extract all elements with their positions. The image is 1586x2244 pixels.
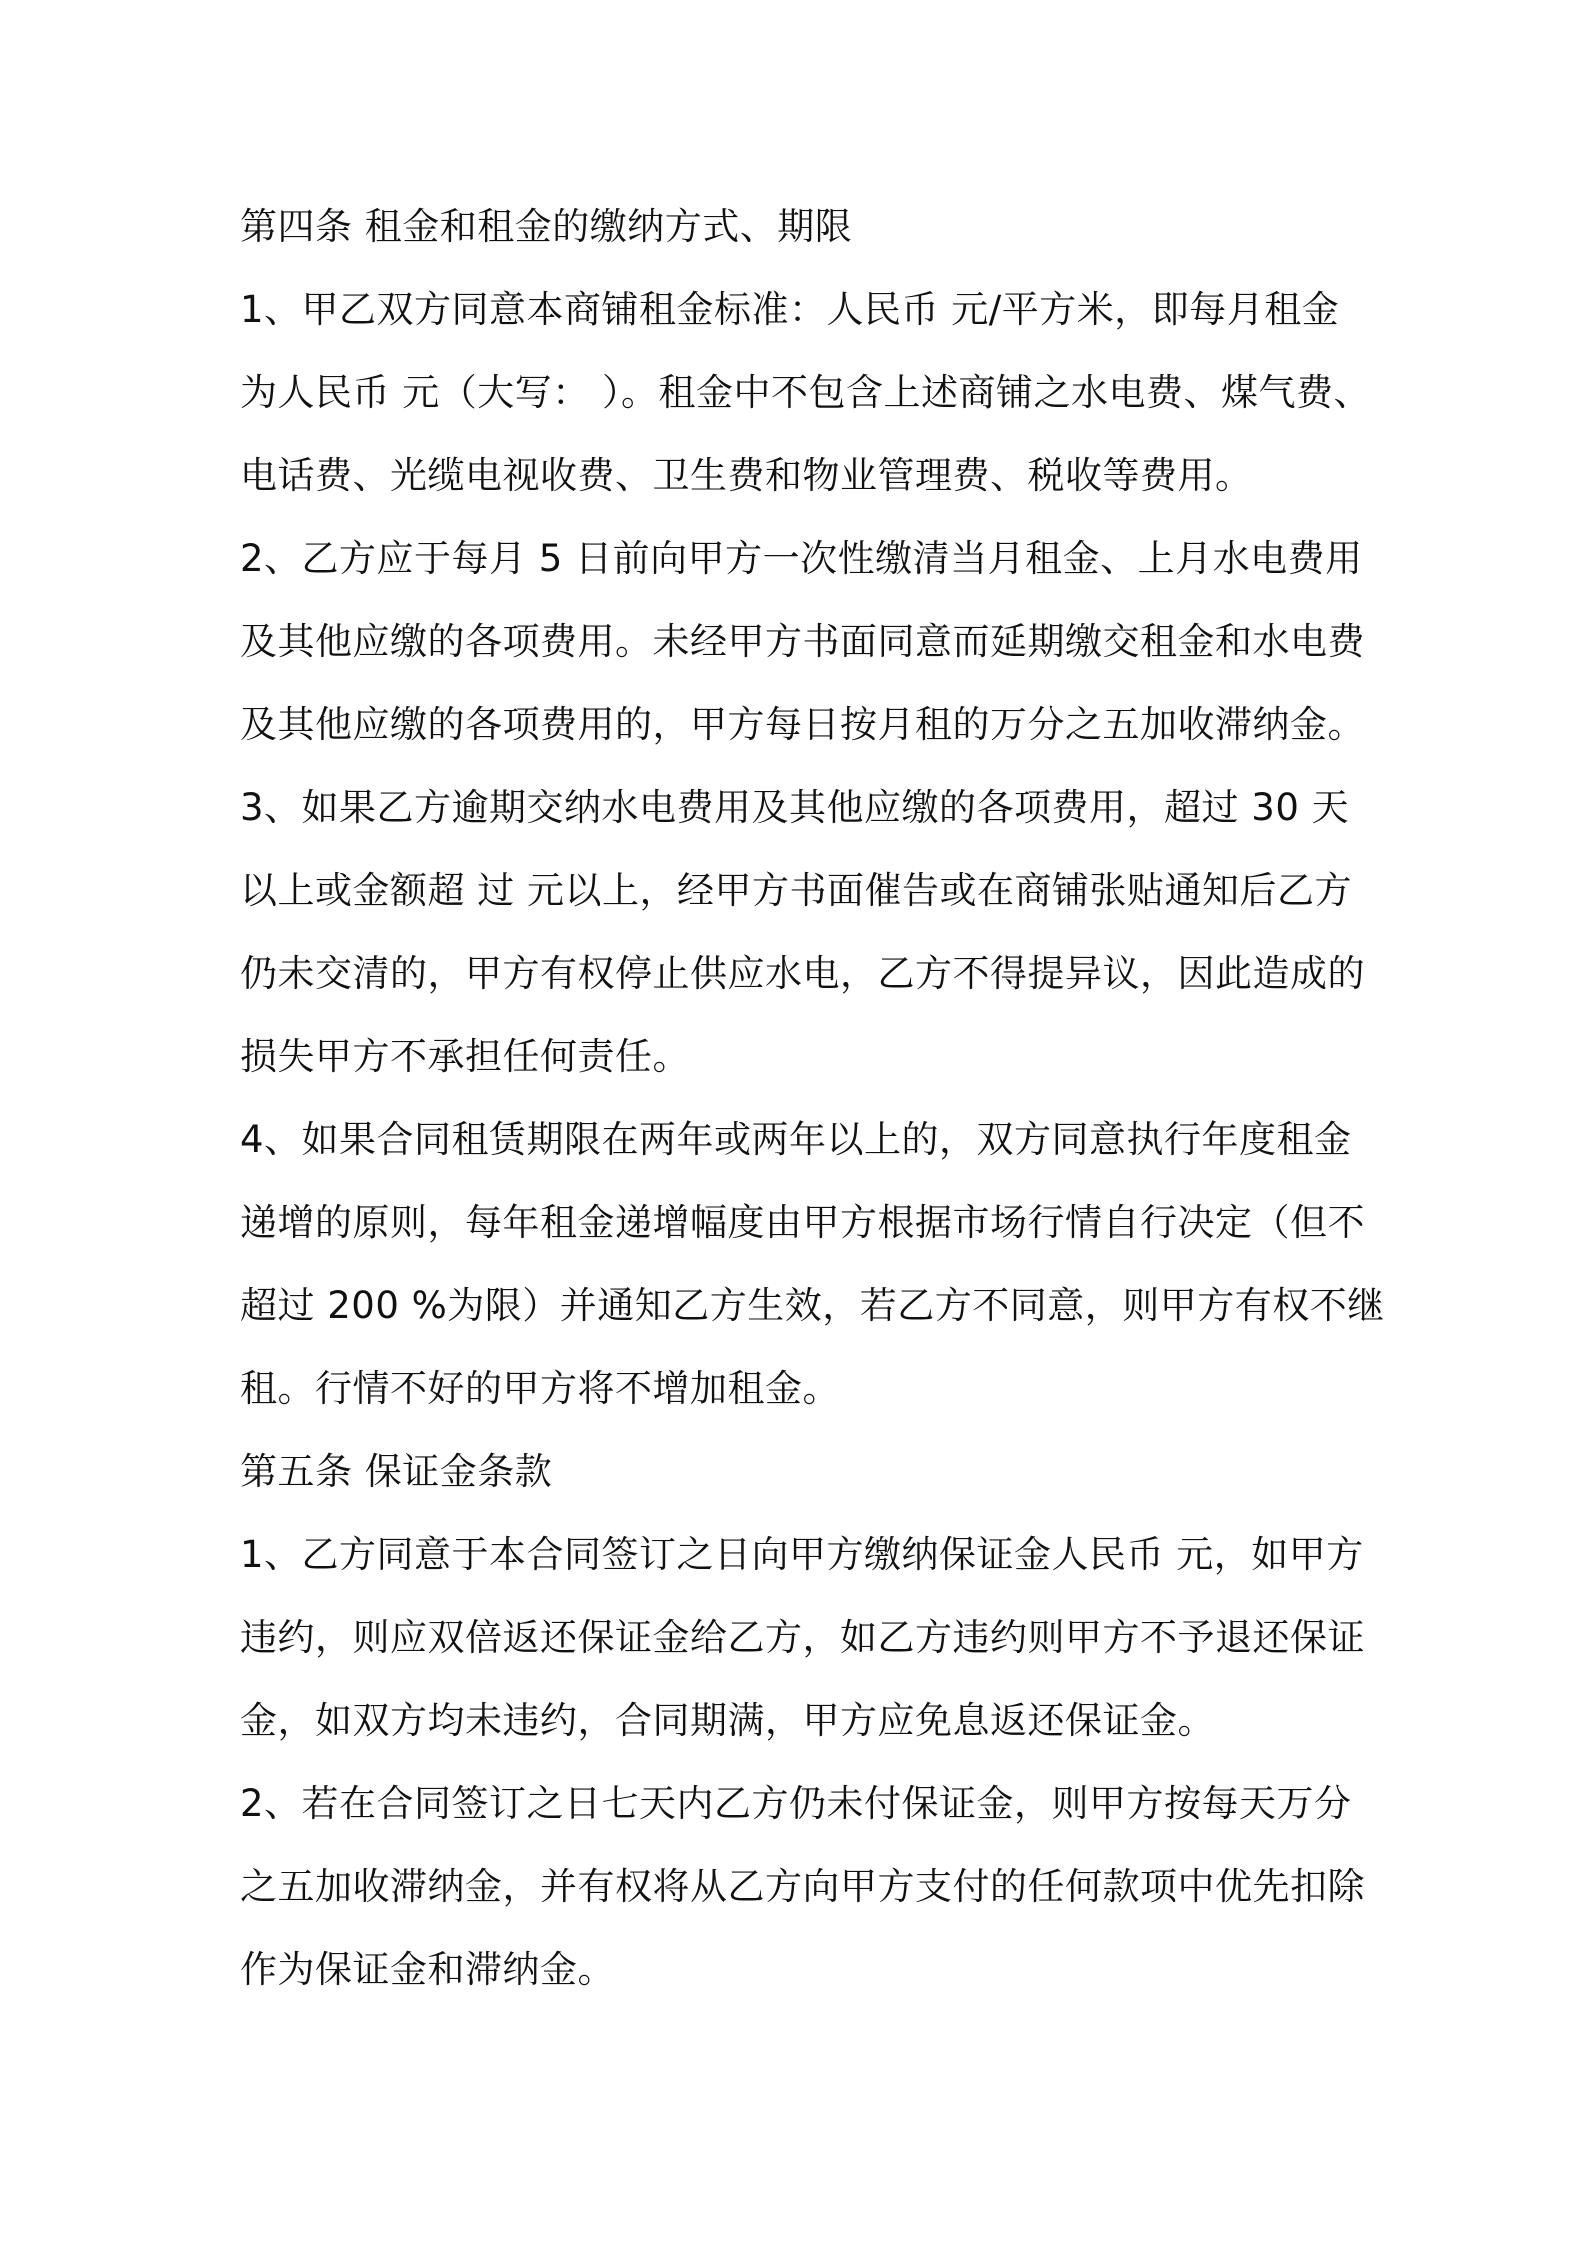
paragraph-line: 递增的原则，每年租金递增幅度由甲方根据市场行情自行决定（但不 [240,1201,1365,1244]
paragraph-line: 违约，则应双倍返还保证金给乙方，如乙方违约则甲方不予退还保证 [240,1616,1365,1659]
paragraph-line: 损失甲方不承担任何责任。 [240,1035,690,1078]
paragraph-line: 及其他应缴的各项费用。未经甲方书面同意而延期缴交租金和水电费 [240,620,1365,663]
paragraph-line: 超过 200 %为限）并通知乙方生效，若乙方不同意，则甲方有权不继 [240,1284,1385,1327]
paragraph-line: 以上或金额超 过 元以上，经甲方书面催告或在商铺张贴通知后乙方 [240,869,1353,912]
paragraph-line: 2、乙方应于每月 5 日前向甲方一次性缴清当月租金、上月水电费用 [240,537,1363,580]
paragraph-line: 4、如果合同租赁期限在两年或两年以上的，双方同意执行年度租金 [240,1118,1352,1161]
paragraph-line: 电话费、光缆电视收费、卫生费和物业管理费、税收等费用。 [240,454,1253,497]
paragraph-line: 之五加收滞纳金，并有权将从乙方向甲方支付的任何款项中优先扣除 [240,1865,1365,1908]
paragraph-line: 1、乙方同意于本合同签订之日向甲方缴纳保证金人民币 元，如甲方 [240,1533,1364,1576]
paragraph-line: 为人民币 元（大写： ）。租金中不包含上述商铺之水电费、煤气费、 [240,371,1372,414]
paragraph-line: 作为保证金和滞纳金。 [240,1948,615,1991]
article-4-heading: 第四条 租金和租金的缴纳方式、期限 [240,205,853,248]
article-5-heading: 第五条 保证金条款 [240,1450,553,1493]
paragraph-line: 及其他应缴的各项费用的，甲方每日按月租的万分之五加收滞纳金。 [240,703,1365,746]
paragraph-line: 3、如果乙方逾期交纳水电费用及其他应缴的各项费用，超过 30 天 [240,786,1350,829]
paragraph-line: 租。行情不好的甲方将不增加租金。 [240,1367,840,1410]
paragraph-line: 仍未交清的，甲方有权停止供应水电，乙方不得提异议，因此造成的 [240,952,1365,995]
paragraph-line: 2、若在合同签订之日七天内乙方仍未付保证金，则甲方按每天万分 [240,1782,1352,1825]
paragraph-line: 金，如双方均未违约，合同期满，甲方应免息返还保证金。 [240,1699,1215,1742]
paragraph-line: 1、甲乙双方同意本商铺租金标准：人民币 元/平方米，即每月租金 [240,288,1340,331]
